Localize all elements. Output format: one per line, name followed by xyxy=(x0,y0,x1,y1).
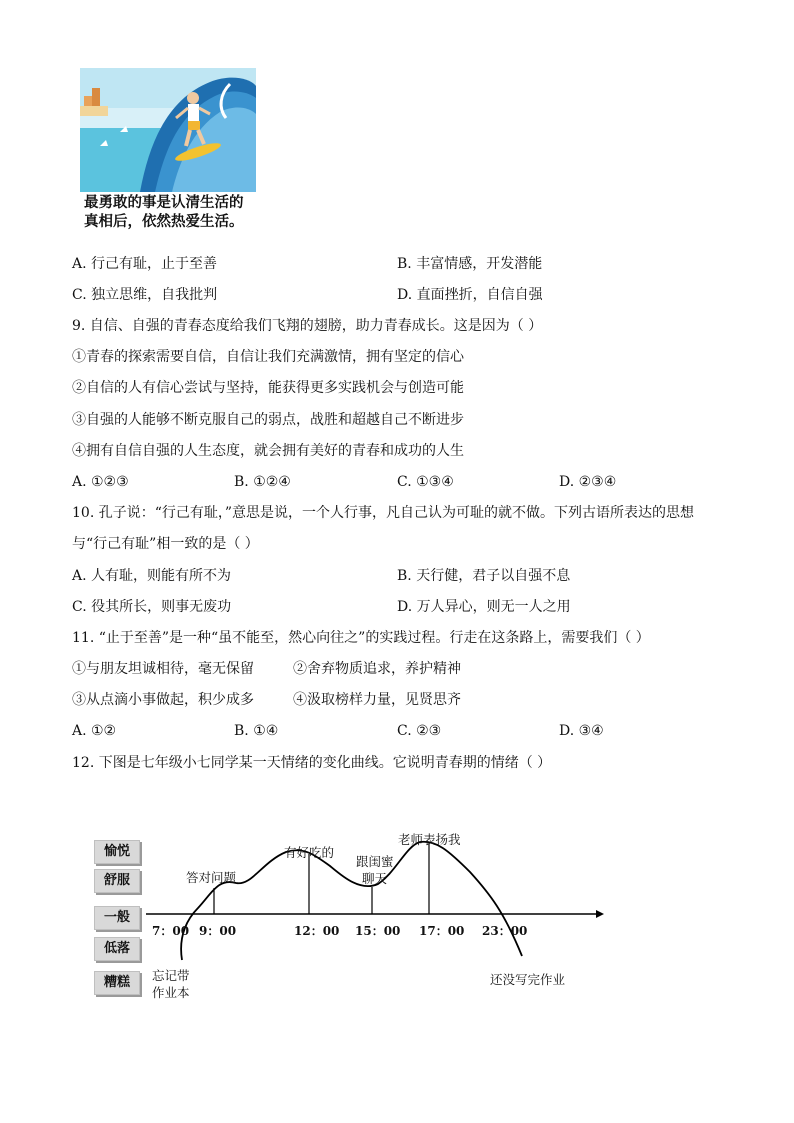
illustration-caption-line2: 真相后，依然热爱生活。 xyxy=(84,214,244,230)
q10-option-a[interactable]: A. 人有耻，则能有所不为 xyxy=(72,568,232,584)
q11-statement-2: ②舍弃物质追求，养护精神 xyxy=(293,661,461,677)
annotation-praise: 老师表扬我 xyxy=(398,832,461,847)
annotation-forgot-line1: 忘记带 xyxy=(152,968,190,983)
q11-option-a[interactable]: A. ①② xyxy=(72,723,117,739)
tick-23: 23：00 xyxy=(482,924,528,938)
level-normal: 一般 xyxy=(94,906,140,930)
q11-option-b[interactable]: B. ①④ xyxy=(234,723,279,739)
emotion-curve xyxy=(181,842,522,960)
level-terrible: 糟糕 xyxy=(94,971,140,995)
q11-option-d[interactable]: D. ③④ xyxy=(559,723,604,739)
q11-stem: 11. “止于至善”是一种“虽不能至，然心向往之”的实践过程。行走在这条路上，需要我们（ ） xyxy=(72,630,650,646)
q8-option-b[interactable]: B. 丰富情感，开发潜能 xyxy=(397,256,543,272)
q9-option-c[interactable]: C. ①③④ xyxy=(397,474,454,490)
q10-option-d[interactable]: D. 万人异心，则无一人之用 xyxy=(397,599,571,615)
q9-option-b[interactable]: B. ①②④ xyxy=(234,474,291,490)
q9-stem: 9. 自信、自强的青春态度给我们飞翔的翅膀，助力青春成长。这是因为（ ） xyxy=(72,318,543,334)
q11-statement-4: ④汲取榜样力量，见贤思齐 xyxy=(293,692,461,708)
q9-option-a[interactable]: A. ①②③ xyxy=(72,474,129,490)
annotation-answered: 答对问题 xyxy=(186,870,237,885)
annotation-chat-line2: 聊天 xyxy=(362,871,388,886)
level-delighted: 愉悦 xyxy=(94,840,140,864)
tick-7: 7：00 xyxy=(152,924,190,938)
q9-statement-2: ②自信的人有信心尝试与坚持，能获得更多实践机会与创造可能 xyxy=(72,380,464,396)
tick-17: 17：00 xyxy=(419,924,465,938)
q8-option-a[interactable]: A. 行己有耻，止于至善 xyxy=(72,256,218,272)
annotation-forgot-line2: 作业本 xyxy=(152,985,190,1000)
annotation-chat-line1: 跟闺蜜 xyxy=(356,854,394,869)
illustration-caption-line1: 最勇敢的事是认清生活的 xyxy=(84,195,244,211)
q10-option-c[interactable]: C. 役其所长，则事无废功 xyxy=(72,599,232,615)
q9-statement-1: ①青春的探索需要自信，自信让我们充满激情，拥有坚定的信心 xyxy=(72,349,464,365)
q10-stem-line2: 与“行己有耻”相一致的是（ ） xyxy=(72,536,259,552)
q8-option-c[interactable]: C. 独立思维，自我批判 xyxy=(72,287,218,303)
q10-option-b[interactable]: B. 天行健，君子以自强不息 xyxy=(397,568,571,584)
q12-stem: 12. 下图是七年级小七同学某一天情绪的变化曲线。它说明青春期的情绪（ ） xyxy=(72,755,552,771)
q9-statement-4: ④拥有自信自强的人生态度，就会拥有美好的青春和成功的人生 xyxy=(72,443,464,459)
level-comfortable: 舒服 xyxy=(94,869,140,893)
q9-option-d[interactable]: D. ②③④ xyxy=(559,474,617,490)
q8-option-d[interactable]: D. 直面挫折，自信自强 xyxy=(397,287,543,303)
time-axis-arrow xyxy=(596,910,604,918)
surfing-illustration xyxy=(80,68,256,192)
annotation-tasty-food: 有好吃的 xyxy=(284,845,335,860)
q10-stem-line1: 10. 孔子说：“行己有耻，”意思是说，一个人行事，凡自己认为可耻的就不做。下列古语所表达的思想 xyxy=(72,505,695,521)
level-low: 低落 xyxy=(94,937,140,961)
tick-15: 15：00 xyxy=(355,924,401,938)
q11-statement-1: ①与朋友坦诚相待，毫无保留 xyxy=(72,661,254,677)
tick-9: 9：00 xyxy=(199,924,237,938)
q9-statement-3: ③自强的人能够不断克服自己的弱点，战胜和超越自己不断进步 xyxy=(72,412,464,428)
q11-option-c[interactable]: C. ②③ xyxy=(397,723,442,739)
surfer-wave-image xyxy=(80,68,256,192)
q11-statement-3: ③从点滴小事做起，积少成多 xyxy=(72,692,254,708)
annotation-homework: 还没写完作业 xyxy=(490,972,566,987)
tick-12: 12：00 xyxy=(294,924,340,938)
